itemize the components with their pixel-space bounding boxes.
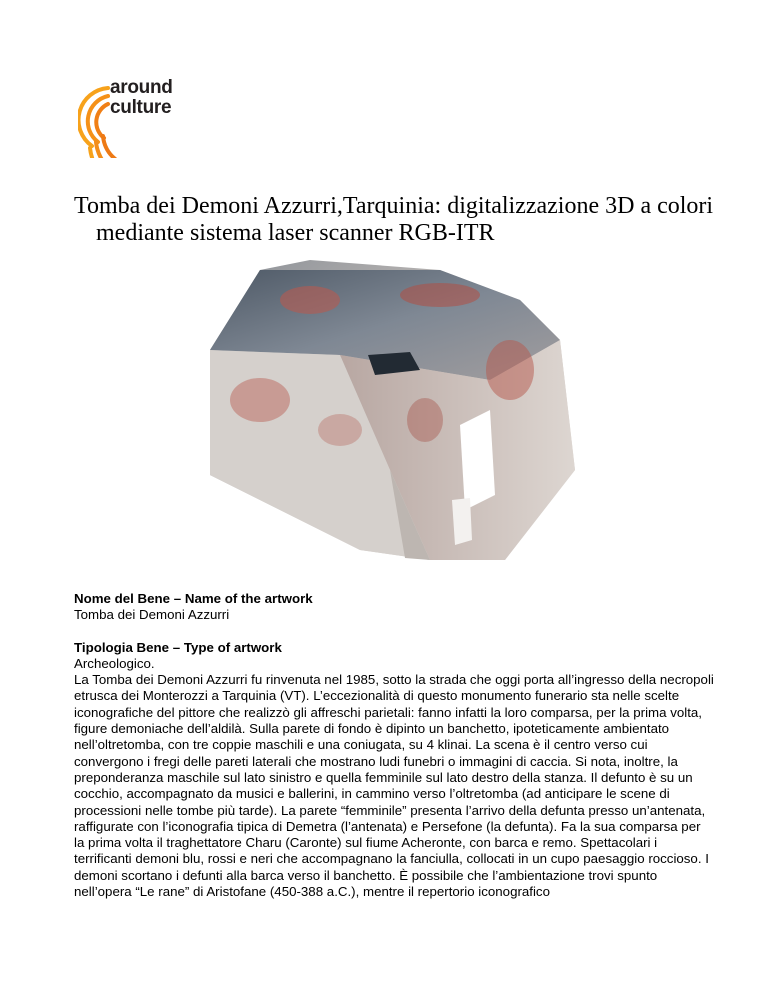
logo-text-line1: around: [110, 77, 173, 98]
body-paragraph: La Tomba dei Demoni Azzurri fu rinvenuta nel 1985, sotto la strada che oggi porta all’ingresso della necropoli etrusca dei Monterozzi a Tarquinia (VT). L’eccezionalità di questo monumento funerario sta nelle scelte iconografiche del pittore che realizzò gli affreschi parietali: fanno infatti la loro comparsa, per la prima volta, figure demoniache dell’aldilà. Sulla parete di fondo è dipinto un banchetto, ipoteticamente ambientato nell’oltretomba, con tre coppie maschili e una coniugata, su 4 klinai. La scena è il centro verso cui convergono i fregi delle pareti laterali che mostrano ludi funebri o immagini di caccia. Si nota, inoltre, la preponderanza maschile sul lato sinistro e quella femminile sul lato destro della stanza. Il defunto è su un cocchio, accompagnato da musici e ballerini, in cammino verso l’oltretomba (ad anticipare le scene di processioni nelle tombe più tarde). La parete “femminile” presenta l’arrivo della defunta presso un’antenata, raffigurate con l’iconografia tipica di Demetra (l’antenata) e Persefone (la defunta). Fa la sua comparsa per la prima volta il traghettatore Charu (Caronte) sul fiume Acheronte, con barca e remo. Spettacolari i terrificanti demoni blu, rossi e neri che accompagnano la fanciulla, collocati in un cupo paesaggio roccioso. I demoni scortano i defunti alla barca verso il banchetto. È possibile che l’ambientazione trovi spunto nell’opera “Le rane” di Aristofane (450-388 a.C.), mentre il repertorio iconografico: [74, 672, 714, 900]
around-culture-logo: [78, 78, 188, 158]
document-title: Tomba dei Demoni Azzurri,Tarquinia: digitalizzazione 3D a colori mediante sistema laser scanner RGB-ITR: [74, 193, 714, 246]
tomb-3d-scan-image: [190, 260, 590, 565]
section-value-type: Archeologico.: [74, 655, 155, 671]
document-body: [74, 591, 714, 900]
logo-text-line2: culture: [110, 97, 172, 118]
section-heading-type: Tipologia Bene – Type of artwork: [74, 639, 282, 655]
section-heading-name: Nome del Bene – Name of the artwork: [74, 591, 313, 606]
section-value-name: Tomba dei Demoni Azzurri: [74, 607, 230, 623]
